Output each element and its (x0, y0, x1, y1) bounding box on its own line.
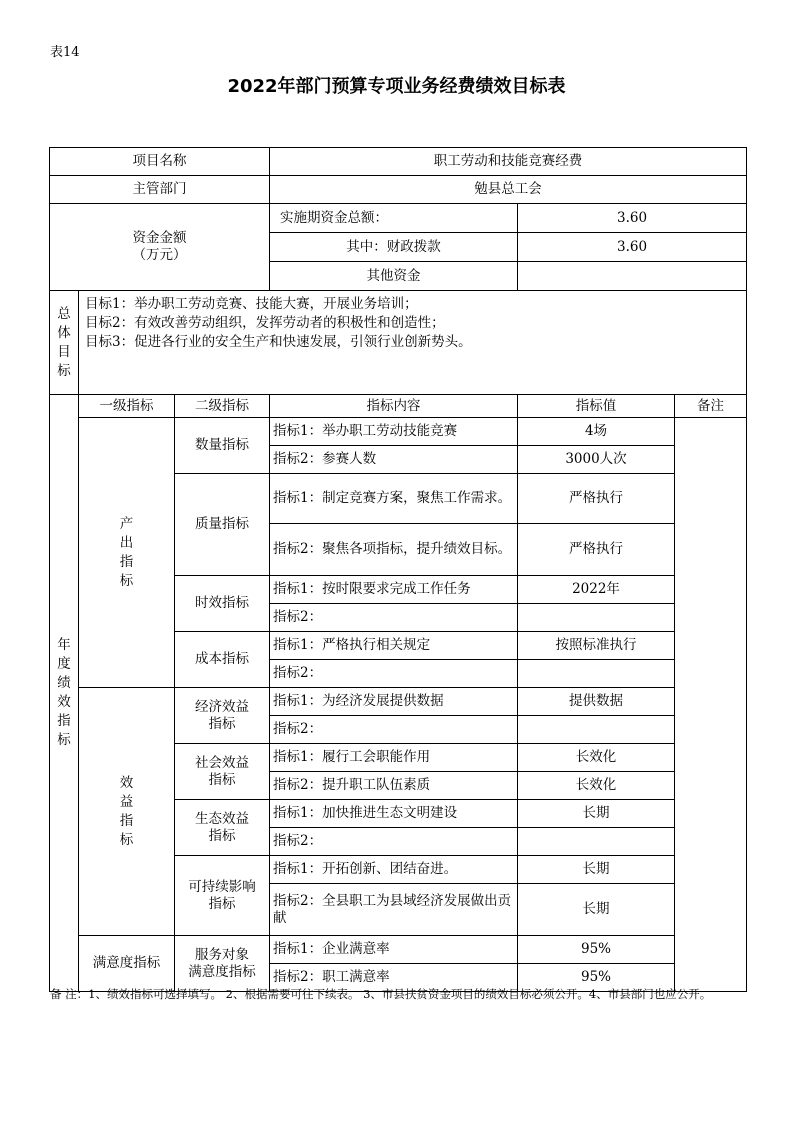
page-title: 2022年部门预算专项业务经费绩效目标表 (227, 76, 566, 97)
output-indicators-label (79, 418, 175, 688)
ecological-indicator-label-line1: 生态效益 (195, 810, 249, 827)
social-indicator-label-line1: 社会效益 (195, 754, 249, 771)
output-label-char: 出 (119, 534, 134, 551)
department-row (50, 176, 747, 204)
indicator-content: 指标1：加快推进生态文明建设 (270, 800, 518, 828)
table-row (50, 936, 747, 964)
benefit-label-char: 指 (119, 812, 134, 829)
indicator-value: 长期 (518, 856, 675, 884)
output-label-char: 指 (119, 553, 134, 570)
table-number: 表14 (50, 45, 80, 60)
overall-goals-row (50, 291, 747, 395)
indicator-header-row (50, 395, 747, 418)
indicator-content: 指标1：按时限要求完成工作任务 (270, 576, 518, 604)
fund-other-label: 其他资金 (270, 262, 518, 291)
indicator-content: 指标1：履行工会职能作用 (270, 744, 518, 772)
remarks-cell (675, 418, 747, 992)
service-satisfaction-label-line1: 服务对象 (195, 946, 249, 963)
column-header: 一级指标 (79, 395, 175, 418)
section-label-char: 指 (57, 713, 71, 729)
fund-total-value: 3.60 (518, 204, 747, 233)
benefit-label-char: 益 (119, 793, 134, 810)
goal-line: 目标2：有效改善劳动组织，发挥劳动者的积极性和创造性； (85, 315, 445, 331)
goal-line: 目标1：举办职工劳动竞赛、技能大赛，开展业务培训； (85, 296, 418, 312)
indicator-content: 指标2：聚焦各项指标，提升绩效目标。 (270, 524, 518, 576)
economic-indicator-label-line1: 经济效益 (195, 698, 249, 715)
indicator-content: 指标2： (270, 716, 518, 744)
social-indicator-label (175, 744, 270, 800)
indicator-value: 长期 (518, 884, 675, 936)
project-name-label: 项目名称 (50, 148, 270, 176)
output-label-char: 产 (119, 515, 134, 532)
section-label-char: 年 (57, 637, 71, 653)
satisfaction-indicators-label: 满意度指标 (79, 936, 175, 992)
department-value: 勉县总工会 (270, 176, 747, 204)
fund-amount-label (50, 204, 270, 291)
indicator-content: 指标1：企业满意率 (270, 936, 518, 964)
section-label-char: 标 (57, 732, 71, 748)
ecological-indicator-label-line2: 指标 (208, 827, 236, 844)
column-header: 备注 (675, 395, 747, 418)
benefit-indicators-label (79, 688, 175, 936)
overall-goals-content (79, 291, 747, 395)
goals-label-char: 目 (57, 343, 71, 360)
fund-other-value (518, 262, 747, 291)
indicator-value: 严格执行 (518, 474, 675, 524)
indicator-value: 长期 (518, 800, 675, 828)
indicator-value (518, 828, 675, 856)
ecological-indicator-label (175, 800, 270, 856)
section-label-char: 效 (57, 694, 71, 710)
fund-amount-label-line1: 资金金额 (132, 230, 187, 246)
section-label-char: 绩 (57, 675, 71, 691)
column-header: 二级指标 (175, 395, 270, 418)
benefit-label-char: 效 (119, 774, 134, 791)
overall-goals-label (50, 291, 79, 395)
fund-total-label: 实施期资金总额： (270, 204, 518, 233)
indicator-value (518, 604, 675, 632)
indicator-value: 4场 (518, 418, 675, 446)
timeliness-indicator-label: 时效指标 (175, 576, 270, 632)
indicator-value: 95% (518, 936, 675, 964)
indicator-value (518, 660, 675, 688)
indicator-content: 指标2： (270, 660, 518, 688)
column-header: 指标内容 (270, 395, 518, 418)
department-label: 主管部门 (50, 176, 270, 204)
fund-total-row (50, 204, 747, 233)
indicator-value: 严格执行 (518, 524, 675, 576)
indicator-value (518, 716, 675, 744)
indicator-value: 95% (518, 964, 675, 992)
indicator-content: 指标1：严格执行相关规定 (270, 632, 518, 660)
column-header: 指标值 (518, 395, 675, 418)
indicator-value: 长效化 (518, 744, 675, 772)
indicator-content: 指标2： (270, 828, 518, 856)
sustainable-indicator-label-line2: 指标 (208, 895, 236, 912)
goals-label-char: 体 (57, 324, 71, 341)
indicator-content: 指标1：举办职工劳动技能竞赛 (270, 418, 518, 446)
sustainable-indicator-label-line1: 可持续影响 (188, 878, 256, 895)
indicator-value: 长效化 (518, 772, 675, 800)
indicator-value: 提供数据 (518, 688, 675, 716)
indicator-content: 指标2： (270, 604, 518, 632)
project-name-value: 职工劳动和技能竞赛经费 (270, 148, 747, 176)
goal-line: 目标3：促进各行业的安全生产和快速发展，引领行业创新势头。 (85, 334, 472, 350)
goals-label-char: 总 (57, 305, 71, 322)
indicator-value: 3000人次 (518, 446, 675, 474)
footer-note: 备 注：1、绩效指标可选择填写。 2、根据需要可往下续表。 3、市县扶贫资金项目的绩效目标必须公开。4、市县部门也应公开。 (50, 987, 712, 1001)
quality-indicator-label: 质量指标 (175, 474, 270, 576)
performance-target-table (49, 147, 747, 992)
indicator-content: 指标2：参赛人数 (270, 446, 518, 474)
fund-fiscal-value: 3.60 (518, 233, 747, 262)
service-satisfaction-label-line2: 满意度指标 (188, 963, 256, 980)
indicator-content: 指标1：制定竞赛方案，聚焦工作需求。 (270, 474, 518, 524)
economic-indicator-label-line2: 指标 (208, 715, 236, 732)
indicator-value: 2022年 (518, 576, 675, 604)
indicator-content: 指标2：提升职工队伍素质 (270, 772, 518, 800)
service-satisfaction-label (175, 936, 270, 992)
indicator-content: 指标2：全县职工为县域经济发展做出贡献 (270, 884, 518, 936)
indicator-value: 按照标准执行 (518, 632, 675, 660)
benefit-label-char: 标 (119, 831, 134, 848)
indicator-content: 指标1：开拓创新、团结奋进。 (270, 856, 518, 884)
annual-indicators-label (50, 395, 79, 992)
output-label-char: 标 (119, 572, 134, 589)
sustainable-indicator-label (175, 856, 270, 936)
quantity-indicator-label: 数量指标 (175, 418, 270, 474)
section-label-char: 度 (57, 656, 71, 672)
economic-indicator-label (175, 688, 270, 744)
cost-indicator-label: 成本指标 (175, 632, 270, 688)
table-row (50, 688, 747, 716)
indicator-content: 指标2：职工满意率 (270, 964, 518, 992)
project-name-row (50, 148, 747, 176)
fund-fiscal-label: 其中：财政拨款 (270, 233, 518, 262)
fund-amount-label-line2: （万元） (132, 247, 187, 263)
goals-label-char: 标 (57, 362, 71, 379)
indicator-content: 指标1：为经济发展提供数据 (270, 688, 518, 716)
table-row (50, 418, 747, 446)
social-indicator-label-line2: 指标 (208, 771, 236, 788)
